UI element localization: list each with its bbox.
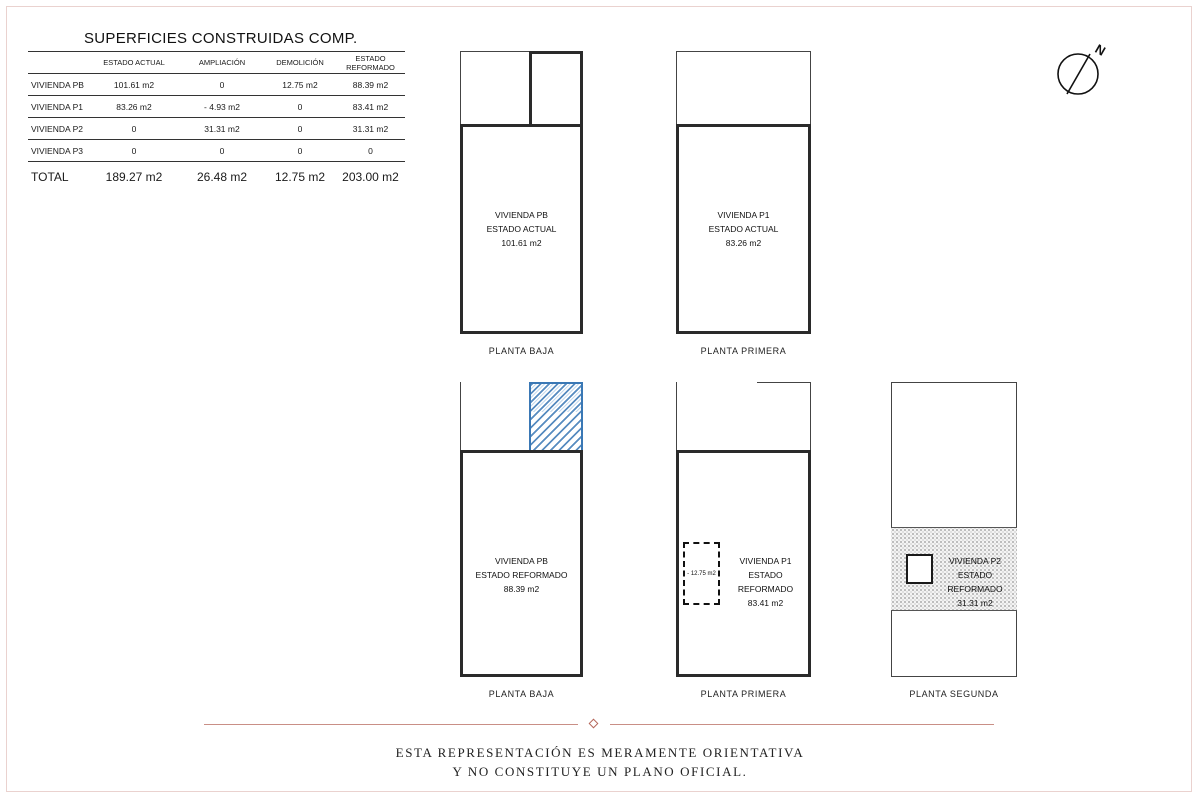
row-label: VIVIENDA P1 <box>28 96 88 118</box>
caption-pb-reformado: PLANTA BAJA <box>488 689 555 699</box>
table-cell: 83.26 m2 <box>88 96 180 118</box>
demolition-zone <box>683 542 720 605</box>
total-cell: 26.48 m2 <box>180 162 264 193</box>
caption-p1-reformado: PLANTA PRIMERA <box>700 689 787 699</box>
table-cell: 31.31 m2 <box>336 118 405 140</box>
header-cell: ESTADO REFORMADO <box>336 52 405 74</box>
caption-p1-actual: PLANTA PRIMERA <box>700 346 787 356</box>
table-cell: 0 <box>264 118 336 140</box>
table-cell: 0 <box>336 140 405 162</box>
disclaimer <box>300 743 900 781</box>
room-pb-actual-extension <box>529 51 583 127</box>
row-label: VIVIENDA P2 <box>28 118 88 140</box>
total-label: TOTAL <box>28 162 88 193</box>
table-title: SUPERFICIES CONSTRUIDAS COMP. <box>84 30 358 47</box>
north-label: N <box>1092 41 1109 59</box>
divider-right <box>610 724 994 725</box>
table-row <box>28 96 405 118</box>
table-cell: 0 <box>180 140 264 162</box>
disclaimer-line-2: Y NO CONSTITUYE UN PLANO OFICIAL. <box>452 764 748 779</box>
row-label: VIVIENDA P3 <box>28 140 88 162</box>
table-total-row <box>28 162 405 193</box>
table-cell: 0 <box>180 74 264 96</box>
total-cell: 203.00 m2 <box>336 162 405 193</box>
table-cell: 0 <box>88 118 180 140</box>
surface-table <box>28 51 405 192</box>
table-row <box>28 74 405 96</box>
table-cell: 31.31 m2 <box>180 118 264 140</box>
room-label-p2-reformado: VIVIENDA P2 ESTADO REFORMADO 31.31 m2 <box>947 556 1003 608</box>
total-cell: 189.27 m2 <box>88 162 180 193</box>
table-row <box>28 140 405 162</box>
header-cell <box>28 52 88 74</box>
ampliacion-hatch-pb <box>529 382 583 452</box>
north-arrow-icon <box>1052 38 1109 100</box>
demolition-label: - 12.75 m2 <box>687 570 716 577</box>
room-label-p1-reformado: VIVIENDA P1 ESTADO REFORMADO 83.41 m2 <box>737 556 794 608</box>
divider-left <box>204 724 578 725</box>
header-cell: DEMOLICIÓN <box>264 52 336 74</box>
plan-pb-reformado-open-top <box>461 381 529 384</box>
table-cell: 88.39 m2 <box>336 74 405 96</box>
header-cell: ESTADO ACTUAL <box>88 52 180 74</box>
caption-pb-actual: PLANTA BAJA <box>488 346 555 356</box>
table-cell: 101.61 m2 <box>88 74 180 96</box>
row-label: VIVIENDA PB <box>28 74 88 96</box>
table-cell: 12.75 m2 <box>264 74 336 96</box>
table-cell: 0 <box>88 140 180 162</box>
table-cell: - 4.93 m2 <box>180 96 264 118</box>
room-label-pb-reformado: VIVIENDA PB ESTADO REFORMADO 88.39 m2 <box>475 556 568 594</box>
table-cell: 0 <box>264 140 336 162</box>
caption-p2-reformado: PLANTA SEGUNDA <box>909 689 999 699</box>
room-label-p1-actual: VIVIENDA P1 ESTADO ACTUAL 83.26 m2 <box>708 210 779 248</box>
plan-p1-reformado-open-top <box>677 381 757 384</box>
table-row <box>28 118 405 140</box>
disclaimer-line-1: ESTA REPRESENTACIÓN ES MERAMENTE ORIENTATIVA <box>395 745 805 760</box>
stair-void <box>906 554 933 584</box>
table-cell: 83.41 m2 <box>336 96 405 118</box>
header-cell: AMPLIACIÓN <box>180 52 264 74</box>
table-header-row <box>28 52 405 74</box>
total-cell: 12.75 m2 <box>264 162 336 193</box>
table-cell: 0 <box>264 96 336 118</box>
room-label-pb-actual: VIVIENDA PB ESTADO ACTUAL 101.61 m2 <box>486 210 557 248</box>
